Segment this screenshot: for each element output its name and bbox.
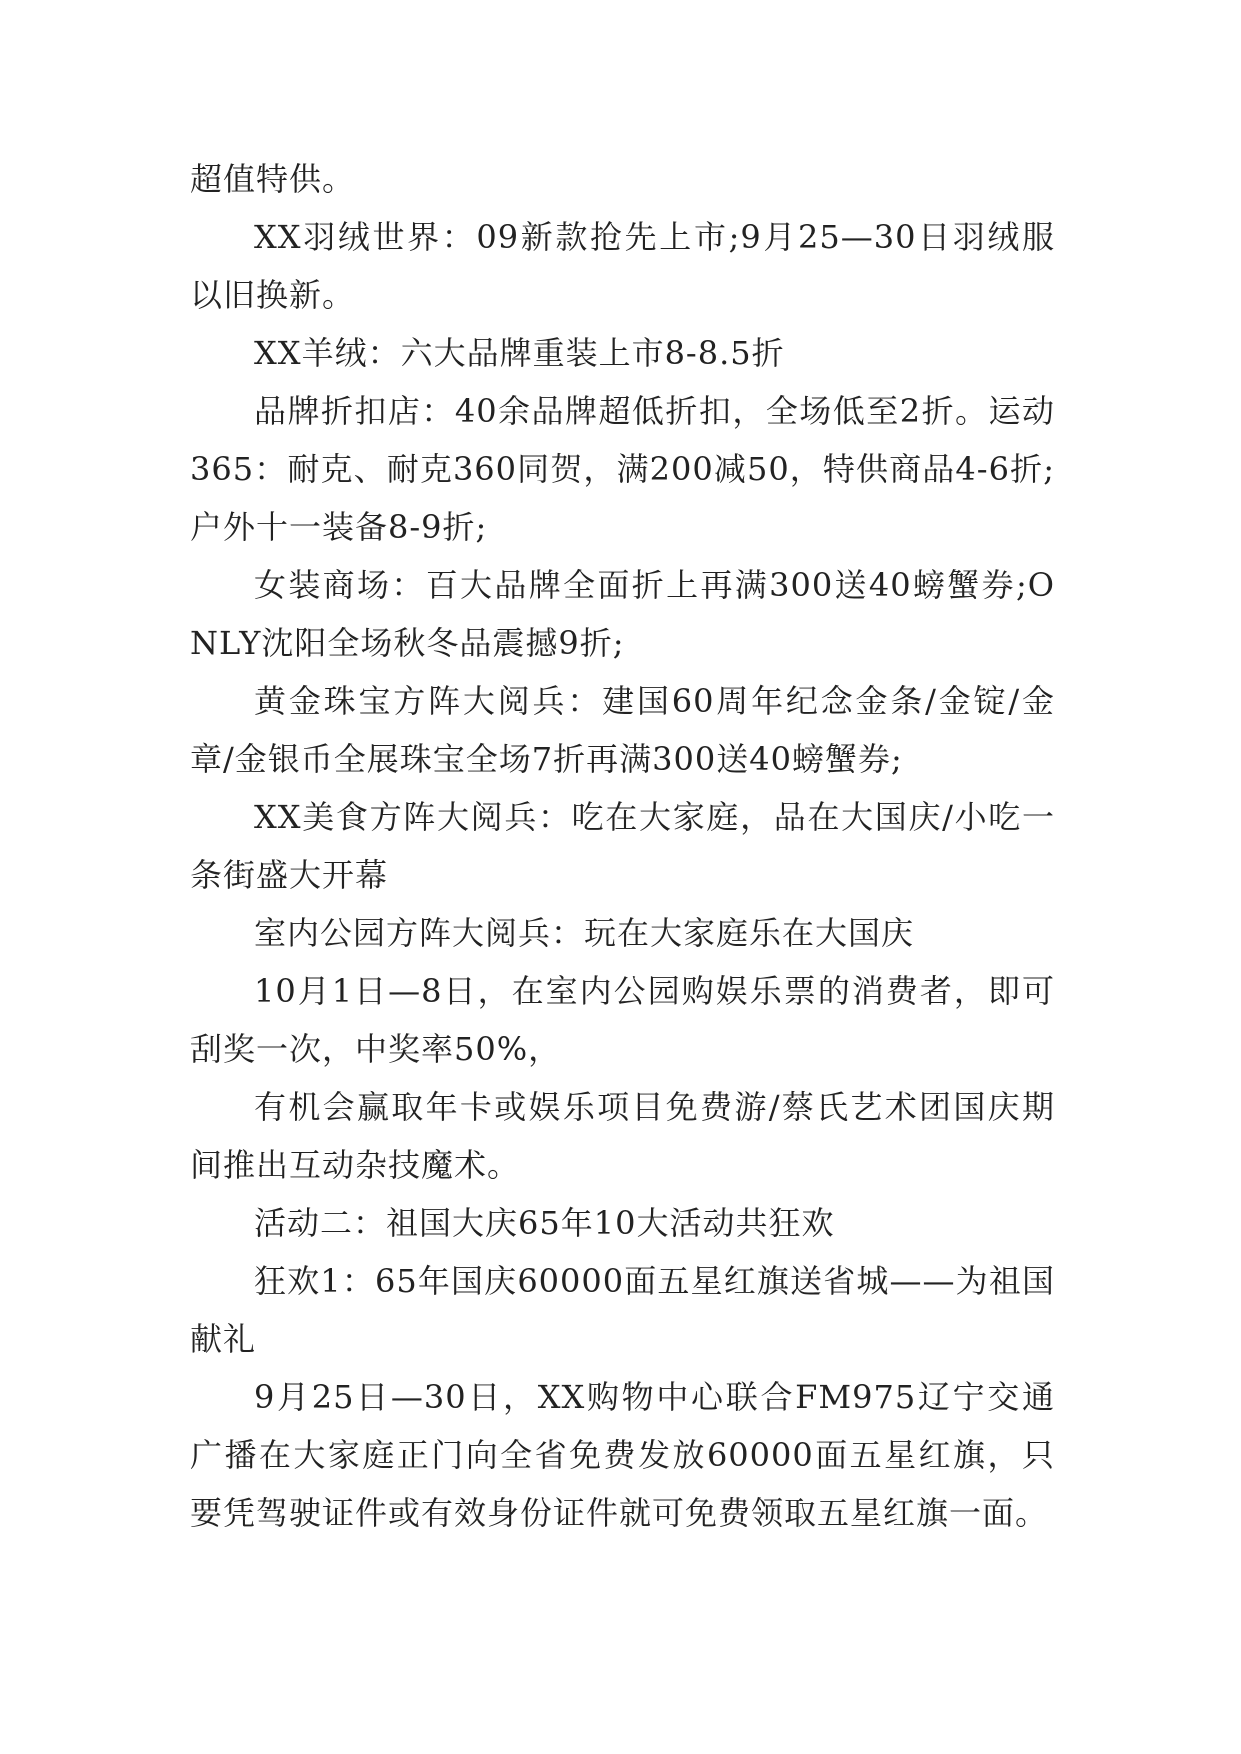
document-body bbox=[190, 150, 1055, 1542]
paragraph: 10月1日—8日，在室内公园购娱乐票的消费者，即可刮奖一次，中奖率50%， bbox=[190, 972, 1055, 1068]
paragraph: XX美食方阵大阅兵：吃在大家庭，品在大国庆/小吃一条街盛大开幕 bbox=[190, 798, 1055, 894]
paragraph: 有机会赢取年卡或娱乐项目免费游/蔡氏艺术团国庆期间推出互动杂技魔术。 bbox=[190, 1088, 1055, 1184]
paragraph: 室内公园方阵大阅兵：玩在大家庭乐在大国庆 bbox=[254, 914, 915, 952]
paragraph: 品牌折扣店：40余品牌超低折扣，全场低至2折。运动365：耐克、耐克360同贺，满200减50，特供商品4-6折;户外十一装备8-9折; bbox=[190, 392, 1055, 546]
paragraph: XX羊绒：六大品牌重装上市8-8.5折 bbox=[254, 334, 785, 372]
paragraph: 9月25日—30日，XX购物中心联合FM975辽宁交通广播在大家庭正门向全省免费发放60000面五星红旗，只要凭驾驶证件或有效身份证件就可免费领取五星红旗一面。 bbox=[190, 1378, 1055, 1532]
paragraph: 狂欢1：65年国庆60000面五星红旗送省城——为祖国献礼 bbox=[190, 1262, 1055, 1358]
paragraph: 活动二：祖国大庆65年10大活动共狂欢 bbox=[254, 1204, 835, 1242]
paragraph: XX羽绒世界：09新款抢先上市;9月25—30日羽绒服以旧换新。 bbox=[190, 218, 1055, 314]
paragraph: 超值特供。 bbox=[190, 160, 356, 198]
paragraph: 黄金珠宝方阵大阅兵：建国60周年纪念金条/金锭/金章/金银币全展珠宝全场7折再满300送40螃蟹券; bbox=[190, 682, 1055, 778]
paragraph: 女装商场：百大品牌全面折上再满300送40螃蟹券;ONLY沈阳全场秋冬品震撼9折; bbox=[190, 566, 1055, 662]
